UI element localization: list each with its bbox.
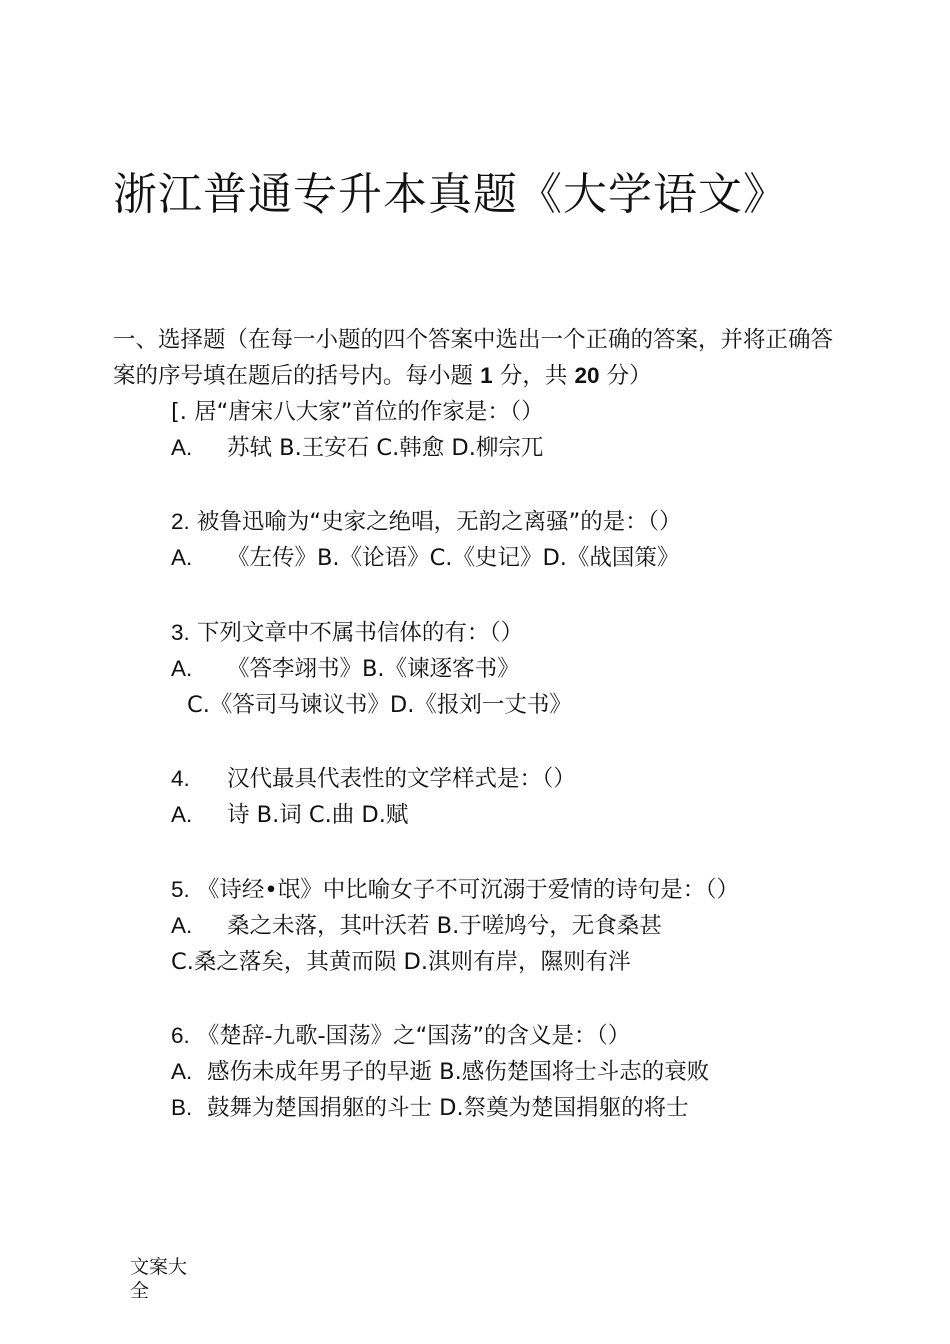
question-stem (171, 1018, 931, 1054)
option-letter: A. (171, 545, 193, 570)
question-stem (171, 504, 931, 540)
question-number: 2. (171, 509, 190, 534)
options-text: 桑之未落，其叶沃若 B.于嗟鸠兮，无食桑甚 (227, 913, 662, 939)
section-instruction-text: 案的序号填在题后的括号内。每小题 (113, 363, 481, 389)
points-per-question: 1 (480, 363, 493, 388)
question-options (171, 1090, 931, 1126)
question-4 (171, 761, 931, 833)
question-stem (171, 615, 931, 651)
options-text: 诗 B.词 C.曲 D.赋 (227, 802, 409, 828)
question-stem-text: 《楚辞-九歌-国荡》之“国荡”的含义是：（） (189, 1023, 631, 1049)
page-title: 浙江普通专升本真题《大学语文》 (113, 169, 788, 220)
question-number: 6. (171, 1023, 190, 1048)
options-text: 苏轼 B.王安石 C.韩愈 D.柳宗兀 (227, 435, 544, 461)
question-3 (171, 615, 931, 723)
option-letter: A. (171, 802, 193, 827)
question-stem (171, 761, 931, 797)
question-5 (171, 872, 931, 980)
question-number: 5. (171, 877, 190, 902)
section-heading-line-1: 一、选择题（在每一小题的四个答案中选出一个正确的答案，并将正确答 (113, 327, 834, 353)
question-options (171, 797, 931, 833)
option-letter: A. (171, 1059, 193, 1084)
question-options (171, 1054, 931, 1090)
options-text: C.《答司马谏议书》D.《报刘一丈书》 (187, 692, 572, 718)
option-letter: A. (171, 435, 193, 460)
question-1 (171, 394, 931, 466)
question-number: 3. (171, 620, 190, 645)
options-text: C.桑之落矣，其黄而陨 D.淇则有岸，隰则有泮 (171, 949, 631, 975)
question-options (171, 540, 931, 576)
question-stem (171, 872, 931, 908)
question-stem-text: 被鲁迅喻为“史家之绝唱，无韵之离骚”的是：（） (189, 509, 682, 535)
question-options (171, 651, 931, 687)
question-stem-text: 下列文章中不属书信体的有：（） (189, 620, 524, 646)
question-number: 4. (171, 766, 190, 791)
option-letter: A. (171, 656, 193, 681)
question-stem: [. 居“唐宋八大家”首位的作家是：（） (171, 399, 544, 425)
question-6 (171, 1018, 931, 1126)
section-instruction-text: 分，共 (492, 363, 575, 389)
question-options (171, 430, 931, 466)
question-stem-text: 《诗经•氓》中比喻女子不可沉溺于爱情的诗句是：（） (189, 877, 739, 903)
options-text: 鼓舞为楚国捐躯的斗士 D.祭奠为楚国捐躯的将士 (207, 1095, 689, 1121)
question-options (171, 908, 931, 944)
options-text: 感伤未成年男子的早逝 B.感伤楚国将士斗志的衰败 (207, 1059, 710, 1085)
options-text: 《左传》B.《论语》C.《史记》D.《战国策》 (227, 545, 680, 571)
options-text: 《答李翊书》B.《谏逐客书》 (227, 656, 520, 682)
total-points: 20 (574, 363, 600, 388)
question-2 (171, 504, 931, 576)
question-stem-text: 汉代最具代表性的文学样式是：（） (227, 766, 576, 792)
footer-watermark: 文案大全 (130, 1256, 188, 1302)
section-heading-line-2 (113, 358, 935, 394)
option-letter: B. (171, 1095, 193, 1120)
section-heading (113, 322, 935, 394)
option-letter: A. (171, 913, 193, 938)
section-instruction-text: 分） (599, 363, 652, 389)
